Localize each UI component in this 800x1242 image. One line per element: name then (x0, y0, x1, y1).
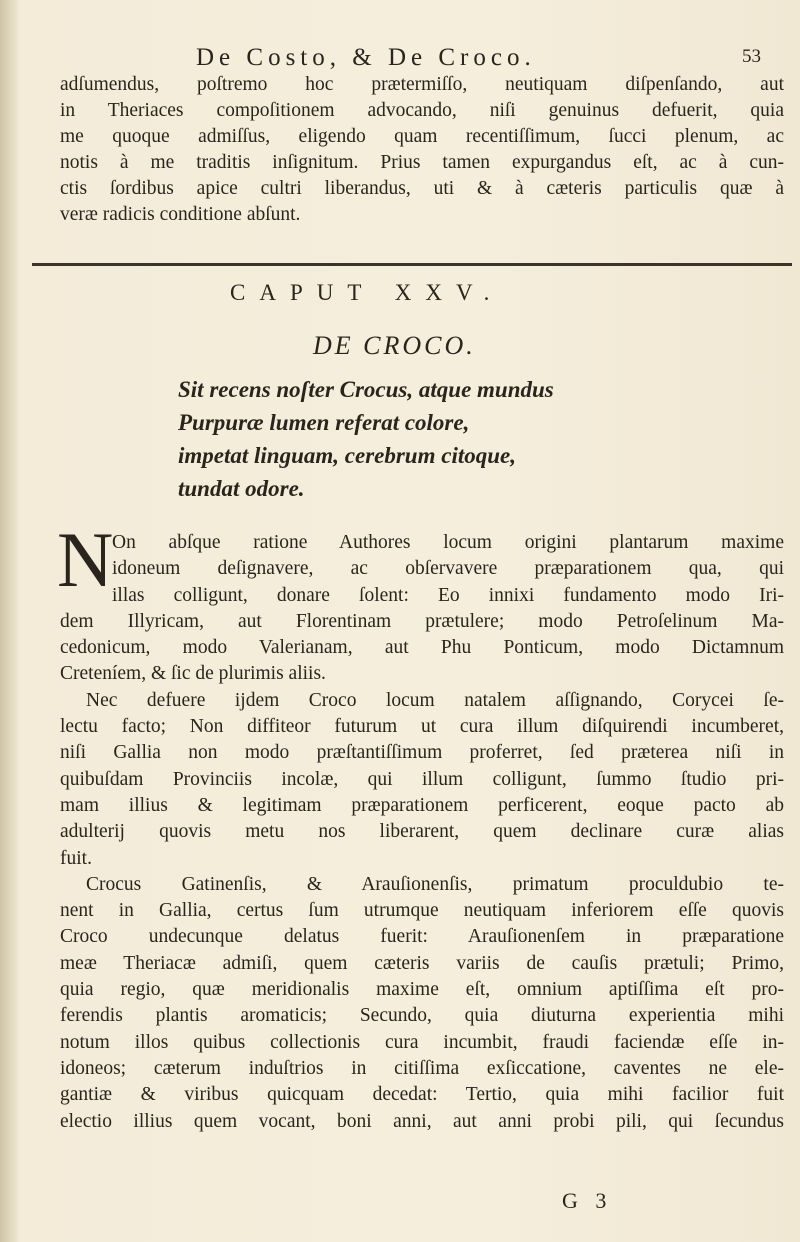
main-text (60, 530, 784, 1135)
verse-line: impetat linguam, cerebrum citoque, (178, 443, 516, 468)
text-line: adſumendus, poſtremo hoc prætermiſſo, neutiquam diſpenſando, aut (60, 74, 784, 95)
verse-line: Sit recens noſter Crocus, atque mundus (178, 377, 554, 402)
text-line: nent in Gallia, certus ſum utrumque neutiquam inferiorem eſſe quovis (60, 900, 784, 922)
text-line: idoneum deſignavere, ac obſervavere præparationem qua, qui (112, 558, 784, 580)
text-line: idoneos; cæterum induſtrios in citiſſima exſiccatione, caventes ne ele- (60, 1057, 784, 1079)
page-number: 53 (742, 46, 761, 67)
text-line: electio illius quem vocant, boni anni, aut anni probi pili, qui ſecundus (60, 1110, 784, 1132)
text-line: gantiæ & viribus quicquam decedat: Tertio, quia mihi facilior fuit (60, 1084, 784, 1106)
epigraph-verse (178, 373, 554, 505)
text-line: Nec defuere ijdem Croco locum natalem aſſignando, Corycei ſe- (86, 689, 784, 711)
text-line: adulterij quovis metu nos liberarent, quem declinare curæ alias (60, 821, 784, 843)
text-line: On abſque ratione Authores locum origini plantarum maxime (112, 532, 784, 553)
text-line: dem Illyricam, aut Florentinam prætulere; modo Petroſelinum Ma- (60, 610, 784, 632)
text-line: in Theriaces compoſitionem advocando, niſi genuinus defuerit, quia (60, 100, 784, 121)
text-line: notis à me traditis inſignitum. Prius tamen expurgandus eſt, ac à cun- (60, 152, 784, 173)
binding-gutter (0, 0, 18, 1242)
text-line: fuit. (60, 847, 92, 869)
verse-line: tundat odore. (178, 476, 305, 501)
text-line: Croco undecunque delatus fuerit: Arauſionenſem in præparatione (60, 926, 784, 948)
top-paragraph (60, 72, 784, 228)
text-line: lectu facto; Non diffiteor futurum ut cura illum diſquirendi incumberet, (60, 716, 784, 738)
text-line: Crocus Gatinenſis, & Arauſionenſis, primatum proculdubio te- (86, 873, 784, 895)
section-divider (32, 263, 792, 266)
drop-capital: N (57, 516, 114, 603)
text-line: illas colligunt, donare ſolent: Eo innixi fundamento modo Iri- (112, 584, 784, 606)
chapter-title: DE CROCO. (313, 331, 476, 360)
text-line: ferendis plantis aromaticis; Secundo, quia diuturna experientia mihi (60, 1005, 784, 1027)
text-line: niſi Gallia non modo præſtantiſſimum proferret, ſed præterea niſi in (60, 742, 784, 764)
text-line: mam illius & legitimam præparationem perficerent, eoque pacto ab (60, 794, 784, 816)
chapter-number: CAPUT XXV. (230, 280, 504, 305)
text-line: meæ Theriacæ admiſi, quem cæteris variis de cauſis prætuli; Primo, (60, 952, 784, 974)
text-line: veræ radicis conditione abſunt. (60, 204, 301, 225)
text-line: ctis ſordibus apice cultri liberandus, uti & à cæteris particulis quæ à (60, 178, 784, 199)
text-line: notum illos quibus collectionis cura incumbit, fraudi faciendæ eſſe in- (60, 1031, 784, 1053)
text-line: quia regio, quæ meridionalis maxime eſt, omnium aptiſſima eſt pro- (60, 979, 784, 1001)
text-line: cedonicum, modo Valerianam, aut Phu Ponticum, modo Dictamnum (60, 637, 784, 659)
running-title: De Costo, & De Croco. (196, 44, 536, 71)
text-line: Creteníem, & ſic de plurimis aliis. (60, 663, 326, 685)
catchword-signature: G 3 (562, 1188, 613, 1213)
text-line: quibuſdam Provinciis incolæ, qui illum colligunt, ſummo ſtudio pri- (60, 768, 784, 790)
text-line: me quoque admiſſus, eligendo quam recentiſſimum, ſucci plenum, ac (60, 126, 784, 147)
verse-line: Purpuræ lumen referat colore, (178, 410, 470, 435)
